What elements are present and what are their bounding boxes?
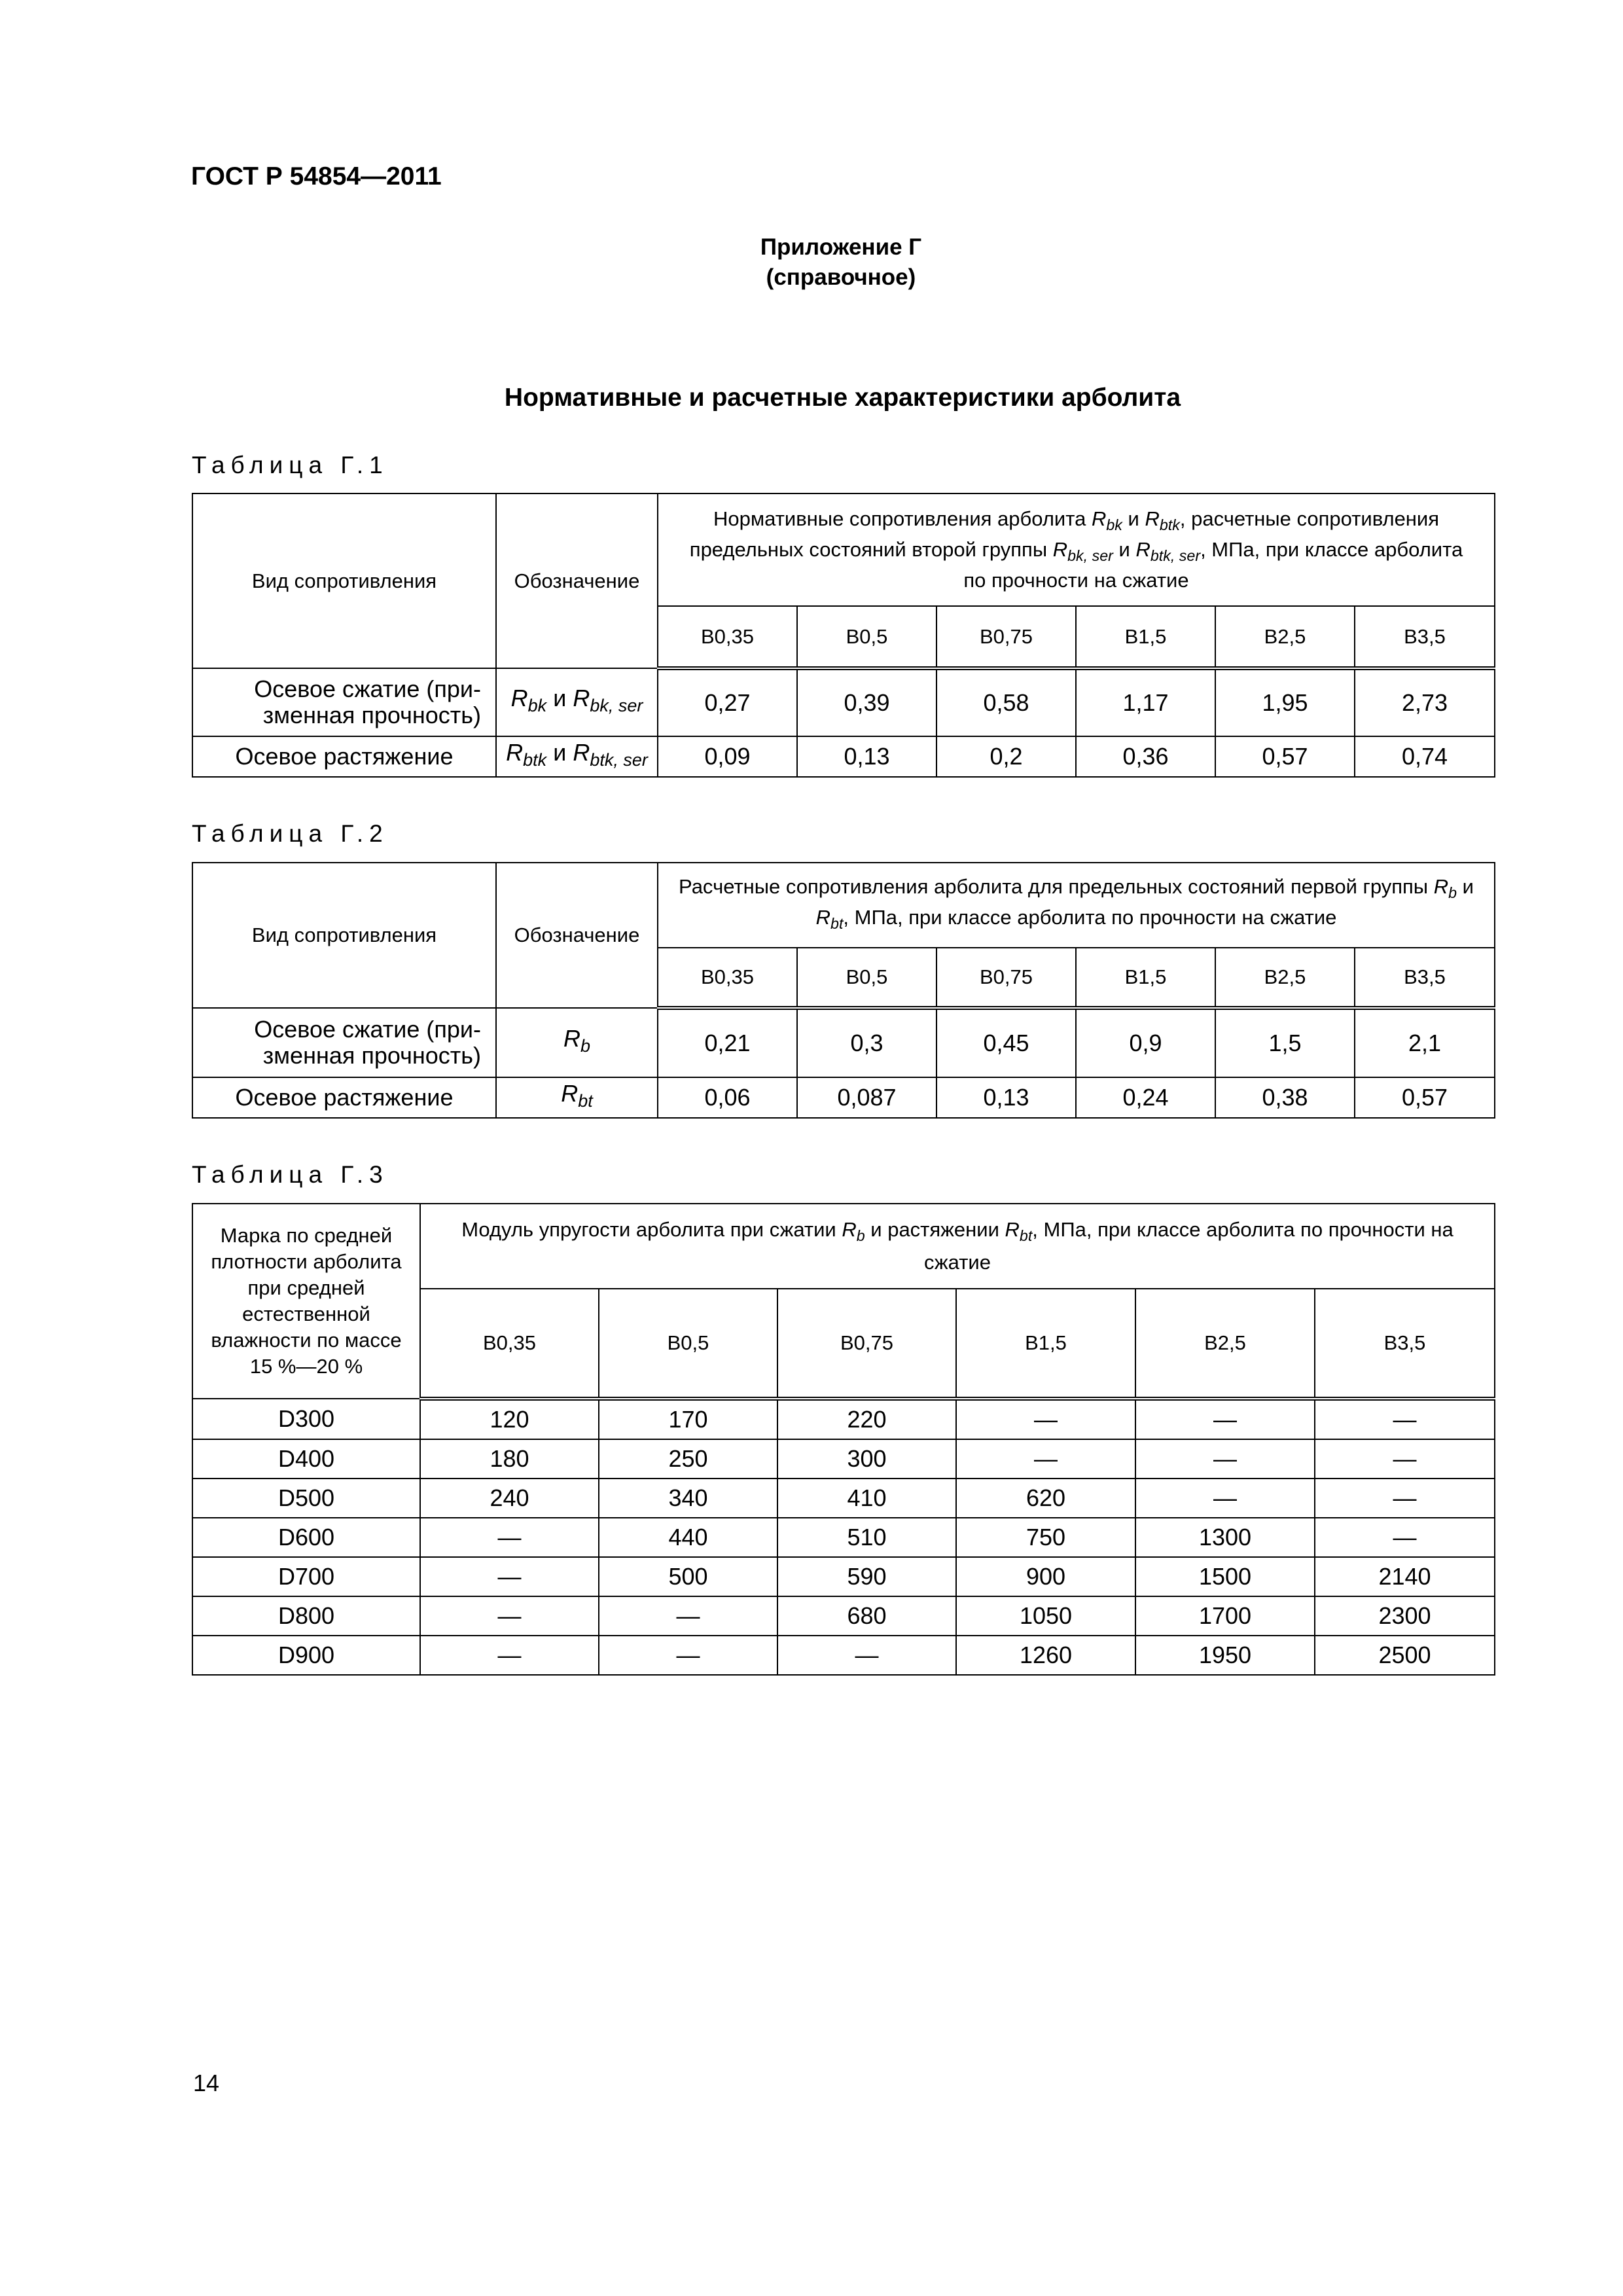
table3-class-cell: В3,5 [1315,1289,1495,1399]
value-cell: 1,17 [1076,668,1215,736]
value-cell: — [777,1636,956,1675]
table3-class-cell: В0,35 [420,1289,599,1399]
value-cell: 250 [599,1439,777,1479]
table-row [192,1596,1495,1636]
value-cell: 0,9 [1076,1008,1215,1077]
value-cell: 0,087 [797,1077,936,1118]
table2-class-cell: В2,5 [1215,948,1355,1008]
grade-cell: D800 [192,1596,420,1636]
value-cell: 590 [777,1557,956,1596]
value-cell: 0,13 [797,736,936,777]
value-cell: — [1135,1399,1315,1439]
table2-class-cell: В0,75 [936,948,1076,1008]
table2-class-cell: В1,5 [1076,948,1215,1008]
row-symbol: $R_{btk}$ и $R_{btk, ser}$ [496,736,658,777]
table-row [192,1439,1495,1479]
value-cell: — [599,1636,777,1675]
table-row [192,736,1495,777]
value-cell: 680 [777,1596,956,1636]
value-cell: — [1315,1399,1495,1439]
value-cell: 1,95 [1215,668,1355,736]
value-cell: 750 [956,1518,1135,1557]
table1-class-cell: В0,5 [797,606,936,668]
value-cell: — [1135,1439,1315,1479]
table-row [192,1479,1495,1518]
value-cell: 120 [420,1399,599,1439]
table-row [192,1518,1495,1557]
value-cell: 180 [420,1439,599,1479]
value-cell: — [1315,1439,1495,1479]
table1-group-header: Нормативные сопротивления арболита $R_{bk}$ и $R_{btk}$, расчетные сопротивления предельных состояний второй группы $R_{bk, ser}$ и $R_{btk, ser}$, МПа, при классе арболита по прочности на сжатие [658,493,1495,606]
grade-cell: D700 [192,1557,420,1596]
row-symbol: $R_b$ [496,1008,658,1077]
table3-group-header: Модуль упругости арболита при сжатии $R_b$ и растяжении $R_{bt}$, МПа, при классе арболита по прочности на сжатие [420,1204,1495,1289]
table2-header-row [192,863,1495,948]
table-row [192,668,1495,736]
table-row [192,1008,1495,1077]
value-cell: 0,39 [797,668,936,736]
row-label: Осевое растяжение [192,1077,496,1118]
table3-class-cell: В1,5 [956,1289,1135,1399]
value-cell: 170 [599,1399,777,1439]
table3-col-grade: Марка по средней плотности арболита при средней естественной влажности по массе 15 %—20 % [192,1204,420,1399]
value-cell: 0,36 [1076,736,1215,777]
table2-col-type: Вид сопротивления [192,863,496,1008]
value-cell: 2,1 [1355,1008,1495,1077]
grade-cell: D300 [192,1399,420,1439]
value-cell: 0,3 [797,1008,936,1077]
row-symbol: $R_{bt}$ [496,1077,658,1118]
value-cell: — [420,1636,599,1675]
table1-caption: Таблица Г.1 [192,452,389,478]
value-cell: 440 [599,1518,777,1557]
table2-class-cell: В3,5 [1355,948,1495,1008]
table1-class-cell: В2,5 [1215,606,1355,668]
value-cell: 0,38 [1215,1077,1355,1118]
section-title: Нормативные и расчетные характеристики арболита [504,384,1181,412]
table1-col-symbol: Обозначение [496,493,658,668]
value-cell: — [956,1439,1135,1479]
document-code: ГОСТ Р 54854—2011 [191,162,442,190]
table2-col-symbol: Обозначение [496,863,658,1008]
value-cell: 2140 [1315,1557,1495,1596]
grade-cell: D600 [192,1518,420,1557]
value-cell: 1500 [1135,1557,1315,1596]
value-cell: 1700 [1135,1596,1315,1636]
appendix-label: Приложение Г [760,234,922,260]
value-cell: 510 [777,1518,956,1557]
table1-header-row [192,493,1495,606]
value-cell: — [956,1399,1135,1439]
value-cell: — [1315,1479,1495,1518]
appendix-type: (справочное) [766,264,916,290]
table-row [192,1557,1495,1596]
value-cell: 2,73 [1355,668,1495,736]
table3-class-cell: В0,5 [599,1289,777,1399]
row-symbol: $R_{bk}$ и $R_{bk, ser}$ [496,668,658,736]
value-cell: 0,57 [1355,1077,1495,1118]
grade-cell: D900 [192,1636,420,1675]
page-number: 14 [193,2070,220,2096]
table3-class-cell: В2,5 [1135,1289,1315,1399]
value-cell: 0,58 [936,668,1076,736]
row-label: Осевое растяжение [192,736,496,777]
table1-class-cell: В1,5 [1076,606,1215,668]
table2-class-cell: В0,35 [658,948,797,1008]
table3-header-row [192,1204,1495,1289]
value-cell: — [420,1557,599,1596]
table2-group-header: Расчетные сопротивления арболита для предельных состояний первой группы $R_b$ и $R_{bt}$, МПа, при классе арболита по прочности на сжатие [658,863,1495,948]
value-cell: 0,21 [658,1008,797,1077]
table2 [192,862,1495,1119]
value-cell: — [1315,1518,1495,1557]
value-cell: 0,74 [1355,736,1495,777]
table-row [192,1636,1495,1675]
value-cell: 500 [599,1557,777,1596]
appendix-heading [0,232,1623,293]
row-label: Осевое сжатие (при-зменная прочность) [192,1008,496,1077]
value-cell: 2500 [1315,1636,1495,1675]
value-cell: 1950 [1135,1636,1315,1675]
value-cell: — [420,1596,599,1636]
value-cell: 1300 [1135,1518,1315,1557]
value-cell: 0,27 [658,668,797,736]
value-cell: — [420,1518,599,1557]
value-cell: 0,45 [936,1008,1076,1077]
value-cell: 620 [956,1479,1135,1518]
value-cell: 2300 [1315,1596,1495,1636]
value-cell: 0,24 [1076,1077,1215,1118]
value-cell: — [599,1596,777,1636]
value-cell: 220 [777,1399,956,1439]
value-cell: 0,57 [1215,736,1355,777]
value-cell: 0,09 [658,736,797,777]
table1-class-cell: В0,35 [658,606,797,668]
table-row [192,1077,1495,1118]
value-cell: 340 [599,1479,777,1518]
table-row [192,1399,1495,1439]
row-label: Осевое сжатие (при-зменная прочность) [192,668,496,736]
value-cell: 0,2 [936,736,1076,777]
grade-cell: D400 [192,1439,420,1479]
table1-class-cell: В0,75 [936,606,1076,668]
table1 [192,493,1495,778]
table3 [192,1203,1495,1676]
value-cell: 410 [777,1479,956,1518]
value-cell: 240 [420,1479,599,1518]
value-cell: 0,13 [936,1077,1076,1118]
table2-class-cell: В0,5 [797,948,936,1008]
value-cell: 1,5 [1215,1008,1355,1077]
table3-class-cell: В0,75 [777,1289,956,1399]
value-cell: 300 [777,1439,956,1479]
value-cell: 1050 [956,1596,1135,1636]
value-cell: 1260 [956,1636,1135,1675]
grade-cell: D500 [192,1479,420,1518]
table3-caption: Таблица Г.3 [192,1161,389,1188]
table1-col-type: Вид сопротивления [192,493,496,668]
value-cell: 900 [956,1557,1135,1596]
value-cell: — [1135,1479,1315,1518]
table2-caption: Таблица Г.2 [192,820,389,847]
table1-class-cell: В3,5 [1355,606,1495,668]
value-cell: 0,06 [658,1077,797,1118]
